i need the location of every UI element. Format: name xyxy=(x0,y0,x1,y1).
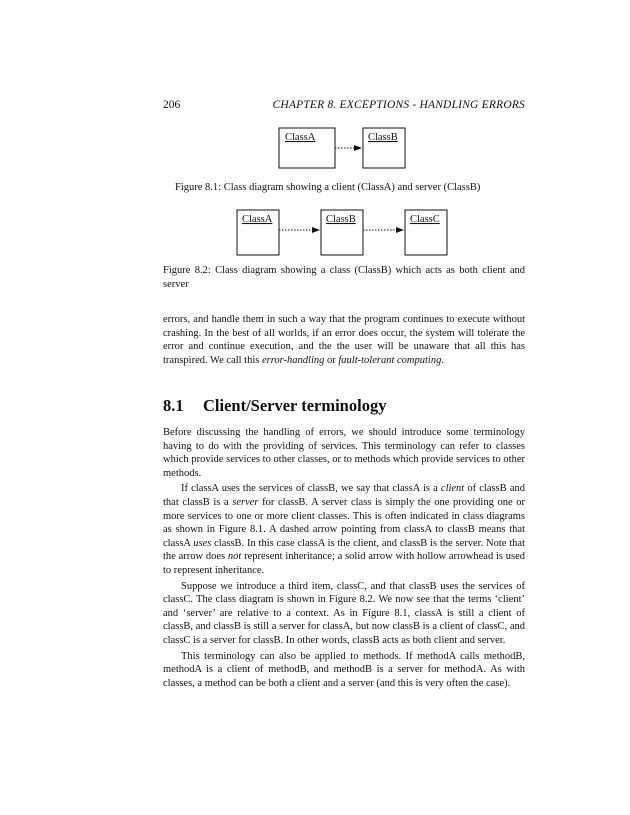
section-title-text: Client/Server terminology xyxy=(203,396,387,415)
p2-text-e: represent inheritance; a solid arrow with hollow arrowhead is used to represent inheritance. xyxy=(163,551,525,576)
running-title: CHAPTER 8. EXCEPTIONS - HANDLING ERRORS xyxy=(272,99,525,111)
class-box-a xyxy=(279,128,335,168)
emphasis-not: not xyxy=(227,551,242,563)
emphasis-error-handling: error-handling xyxy=(261,354,325,366)
emphasis-fault-tolerant: fault-tolerant computing xyxy=(338,354,442,366)
class-box-label: ClassA xyxy=(285,132,316,143)
paragraph-4: This terminology can also be applied to methods. If methodA calls methodB, methodA is a client of methodB, and methodB is a server for methodA. As with classes, a method can be both a client and a server (and this is very often the case). xyxy=(163,650,525,689)
p2-text-c: for classB. A server class is simply the one providing one or more services to one or more client classes. This is often indicated in class diagrams as shown in Figure 8.1. A dashed arrow pointing from classA to classB means that classA xyxy=(163,496,525,549)
section-heading xyxy=(163,396,386,416)
class-box-label: ClassB xyxy=(368,132,398,143)
figure-8-2-caption: Figure 8.2: Class diagram showing a class (ClassB) which acts as both client and server xyxy=(163,265,525,290)
figure-8-1-caption: Figure 8.1: Class diagram showing a client (ClassA) and server (ClassB) xyxy=(175,182,481,193)
class-box-label: ClassA xyxy=(242,214,273,225)
figure-8-1-diagram xyxy=(0,120,630,175)
section-body xyxy=(163,426,525,690)
figure-8-2 xyxy=(0,204,630,259)
page-number: 206 xyxy=(163,99,181,111)
emphasis-client: client xyxy=(440,483,465,495)
class-box-b xyxy=(363,128,405,168)
paragraph-2 xyxy=(163,482,525,577)
p2-text-d: classB. In this case classA is the client, and classB is the server. Note that the arrow does xyxy=(163,537,525,563)
paragraph-1: Before discussing the handling of errors, we should introduce some terminology having to do with the providing of services. This terminology can refer to classes which provide services to other classes, or to methods which provide services to other methods. xyxy=(163,427,525,479)
intro-text-end: . xyxy=(441,354,444,366)
class-box-a xyxy=(237,210,279,255)
emphasis-server: server xyxy=(232,496,259,508)
p2-text-a: If classA uses the services of classB, we say that classA is a xyxy=(181,483,441,495)
class-box-label: ClassB xyxy=(326,214,356,225)
intro-paragraph xyxy=(163,313,525,367)
intro-text: errors, and handle them in such a way that the program continues to execute without crashing. In the best of all worlds, if an error does occur, the system will tolerate the error and continue execution, and the the user will be unaware that all this has transpired. We call this xyxy=(163,314,525,366)
figure-8-2-diagram xyxy=(0,204,630,259)
class-box-b xyxy=(321,210,363,255)
paragraph-3: Suppose we introduce a third item, classC, and that classB uses the services of classC. The class diagram is shown in Figure 8.2. We now see that the terms ‘client’ and ‘server’ are relative to a context. As in Figure 8.1, classA is still a client of classB, and classB is still a server for classA, but now classB is a client of classC, and classC is a server for classB. In other words, classB acts as both client and server. xyxy=(163,580,525,646)
class-box-c xyxy=(405,210,447,255)
emphasis-uses: uses xyxy=(193,537,212,549)
p2-text-b: of classB and that classB is a xyxy=(163,483,525,508)
intro-text-mid: or xyxy=(324,354,339,366)
section-number: 8.1 xyxy=(163,396,184,415)
class-box-label: ClassC xyxy=(410,214,440,225)
figure-8-1 xyxy=(0,120,630,175)
